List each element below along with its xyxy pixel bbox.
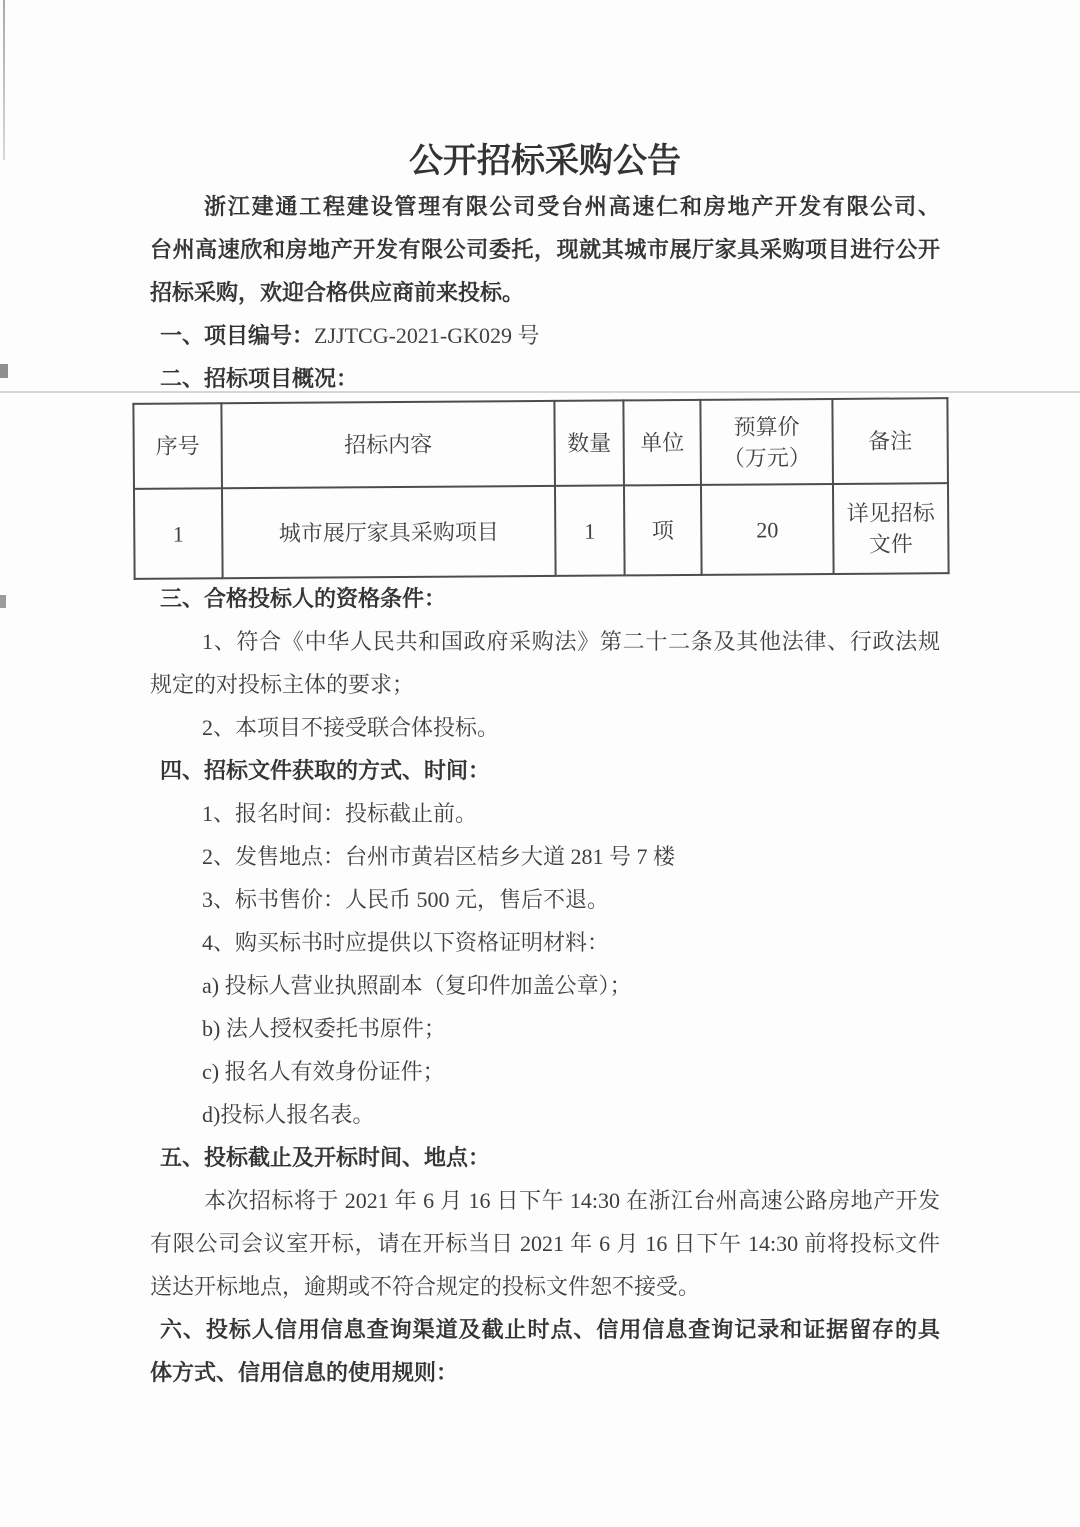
page-edge-line [3,0,5,160]
line-text: 体方式、信用信息的使用规则： [150,1360,459,1385]
table-header-cell: 数量 [554,400,624,485]
body-line [150,921,940,964]
line-tail-text: ZJJTCG-2021-GK029 号 [314,323,540,348]
line-text: 五、投标截止及开标时间、地点： [160,1145,491,1170]
line-text: 台州高速欣和房地产开发有限公司委托，现就其城市展厅家具采购项目进行公开 [150,237,940,262]
table-header-row [133,398,948,489]
body-line [150,1222,940,1265]
body-line [150,271,940,314]
body-lines-after-table [150,577,940,1394]
table-cell: 20 [701,484,834,575]
line-text: a) 投标人营业执照副本（复印件加盖公章）； [202,973,632,998]
body-line [150,964,940,1007]
line-text: 本次招标将于 2021 年 6 月 16 日下午 14:30 在浙江台州高速公路房地产开发 [204,1188,940,1213]
body-line [150,1093,940,1136]
scan-edge-mark [0,595,6,608]
line-text: 送达开标地点，逾期或不符合规定的投标文件恕不接受。 [150,1274,701,1299]
line-text: 4、购买标书时应提供以下资格证明材料： [202,930,610,955]
line-text: 四、招标文件获取的方式、时间： [160,758,491,783]
body-line [150,1265,940,1308]
line-text: 招标采购，欢迎合格供应商前来投标。 [150,280,525,305]
table-header-cell: 招标内容 [221,401,555,488]
body-line [150,1179,940,1222]
table-row [134,483,949,579]
body-line [150,792,940,835]
line-text: 浙江建通工程建设管理有限公司受台州高速仁和房地产开发有限公司、 [204,194,940,219]
table-cell: 1 [555,485,625,575]
table-header-cell: 序号 [133,403,222,489]
body-line [150,1007,940,1050]
body-line [150,314,940,357]
line-text: b) 法人授权委托书原件； [202,1016,446,1041]
body-line [150,620,940,663]
table-header-cell: 预算价 （万元） [700,399,833,485]
scan-edge-mark [0,364,8,378]
body-lines-before-table [150,185,940,400]
table-header-cell: 单位 [623,400,701,486]
body-line [150,577,940,620]
line-text: 3、标书售价：人民币 500 元，售后不退。 [202,887,610,912]
table-cell: 详见招标 文件 [833,483,949,574]
body-line [150,1351,940,1394]
document-content [150,139,940,1394]
body-line [150,706,940,749]
body-line [150,835,940,878]
line-text: 2、本项目不接受联合体投标。 [202,715,500,740]
tender-overview-table [132,397,949,580]
body-line [150,749,940,792]
line-text: 三、合格投标人的资格条件： [160,586,447,611]
line-text: 一、项目编号： [160,323,315,348]
body-line [150,1050,940,1093]
line-text: c) 报名人有效身份证件； [202,1059,445,1084]
table-cell: 城市展厅家具采购项目 [222,486,556,578]
line-text: 1、符合《中华人民共和国政府采购法》第二十二条及其他法律、行政法规 [202,629,940,654]
table-header-cell: 备注 [832,398,948,484]
body-line [150,357,940,400]
line-text: 2、发售地点：台州市黄岩区桔乡大道 281 号 7 楼 [202,844,676,869]
body-line [150,1308,940,1351]
line-text: d)投标人报名表。 [202,1102,375,1127]
line-text: 有限公司会议室开标，请在开标当日 2021 年 6 月 16 日下午 14:30 前将投标文件 [150,1231,940,1256]
table-cell: 项 [624,485,702,576]
line-text: 二、招标项目概况： [160,366,359,391]
body-line [150,228,940,271]
table-cell: 1 [134,488,223,579]
line-text: 规定的对投标主体的要求； [150,672,415,697]
body-line [150,878,940,921]
document-title: 公开招标采购公告 [409,143,681,180]
line-text: 1、报名时间：投标截止前。 [202,801,478,826]
line-text: 六、投标人信用信息查询渠道及截止时点、信用信息查询记录和证据留存的具 [160,1317,940,1342]
body-line [150,663,940,706]
body-line [150,185,940,228]
body-line [150,1136,940,1179]
